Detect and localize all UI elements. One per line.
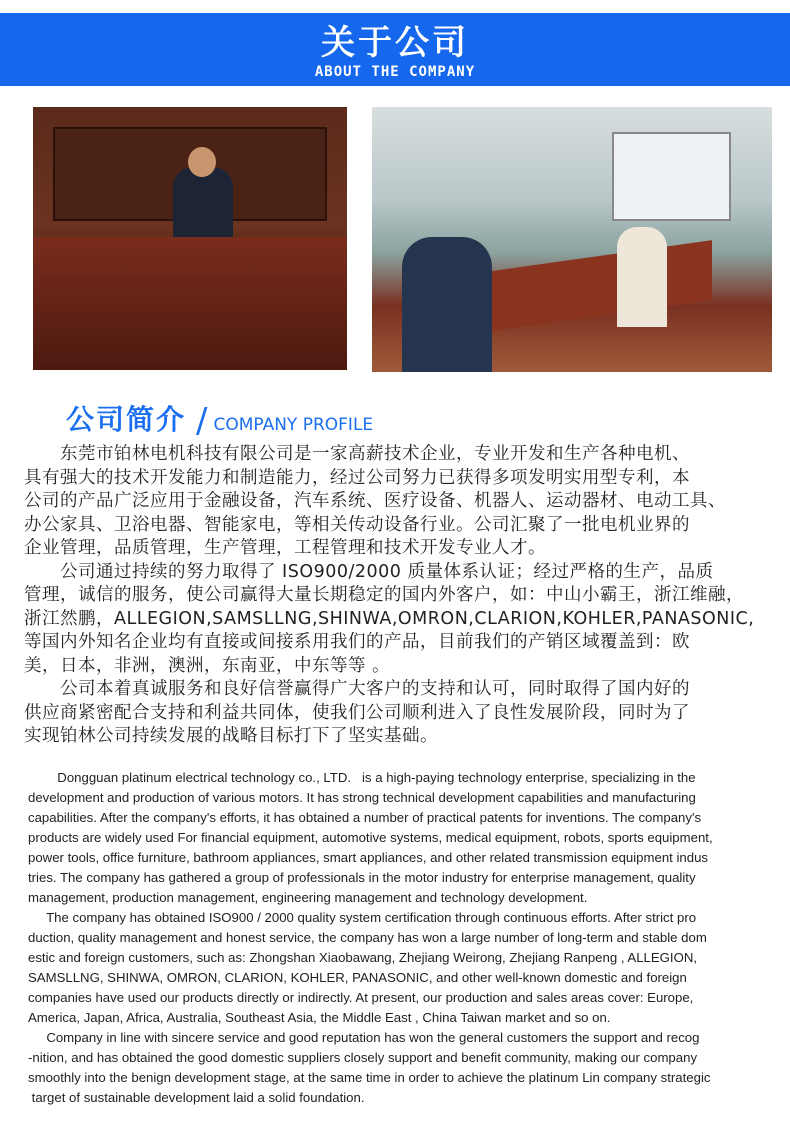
profile-text-en <box>28 768 768 1108</box>
text-line: 公司本着真诚服务和良好信誉赢得广大客户的支持和认可，同时取得了国内好的 <box>24 679 690 699</box>
text-line: 供应商紧密配合支持和利益共同体，使我们公司顺利进入了良性发展阶段，同时为了 <box>24 702 690 723</box>
text-line: Dongguan platinum electrical technology co., LTD. is a high-paying technology enterprise, specializing in the <box>28 770 696 785</box>
text-line: 具有强大的技术开发能力和制造能力，经过公司努力已获得多项发明实用型专利，本 <box>24 467 690 488</box>
text-line: 浙江然鹏，ALLEGION,SAMSLLNG,SHINWA,OMRON,CLARION,KOHLER,PANASONIC, <box>24 608 755 629</box>
text-line: 东莞市铂林电机科技有限公司是一家高薪技术企业，专业开发和生产各种电机、 <box>24 444 690 464</box>
text-line: 企业管理，品质管理，生产管理，工程管理和技术开发专业人才。 <box>24 538 546 558</box>
text-line: 美，日本，非洲，澳洲，东南亚，中东等等 。 <box>24 655 391 676</box>
text-line: 管理，诚信的服务，使公司赢得大量长期稳定的国内外客户，如：中山小霸王，浙江维融， <box>24 585 744 605</box>
text-line: companies have used our products directly or indirectly. At present, our production and sales areas cover: Europe, <box>28 990 694 1005</box>
about-banner <box>0 13 790 86</box>
text-line: Company in line with sincere service and good reputation has won the general customers the support and recog <box>28 1030 700 1045</box>
text-line: The company has obtained ISO900 / 2000 quality system certification through continuous efforts. After strict pro <box>28 910 697 925</box>
text-line: estic and foreign customers, such as: Zhongshan Xiaobawang, Zhejiang Weirong, Zhejiang Ranpeng , ALLEGION, <box>28 950 698 965</box>
title-divider: / <box>196 401 208 441</box>
text-line: 公司通过持续的努力取得了 ISO900/2000 质量体系认证；经过严格的生产，品质 <box>24 561 714 582</box>
text-line: -nition, and has obtained the good domestic suppliers closely support and benefit community, making our company <box>28 1050 698 1065</box>
text-line: target of sustainable development laid a solid foundation. <box>28 1090 365 1105</box>
text-line: 等国内外知名企业均有直接或间接系用我们的产品，目前我们的产销区域覆盖到：欧 <box>24 632 690 652</box>
office-photo-meeting <box>372 107 772 372</box>
text-line: SAMSLLNG, SHINWA, OMRON, CLARION, KOHLER, PANASONIC, and other well-known domestic and foreign <box>28 970 687 985</box>
text-line: power tools, office furniture, bathroom appliances, smart appliances, and other related transmission equipment indus <box>28 850 709 865</box>
section-title <box>66 398 374 441</box>
profile-text-cn <box>24 443 774 749</box>
text-line: America, Japan, Africa, Australia, Southeast Asia, the Middle East , China Taiwan market and so on. <box>28 1010 611 1025</box>
text-line: products are widely used For financial equipment, automotive systems, medical equipment, robots, sports equipment, <box>28 830 713 845</box>
text-line: development and production of various motors. It has strong technical development capabilities and manufacturing <box>28 790 696 805</box>
text-line: 公司的产品广泛应用于金融设备，汽车系统、医疗设备、机器人、运动器材、电动工具、 <box>24 491 726 511</box>
text-line: 办公家具、卫浴电器、智能家电，等相关传动设备行业。公司汇聚了一批电机业界的 <box>24 514 690 535</box>
section-title-en: COMPANY PROFILE <box>213 415 374 435</box>
text-line: smoothly into the benign development stage, at the same time in order to achieve the platinum Lin company strategic <box>28 1070 711 1085</box>
banner-title: 关于公司 <box>321 23 469 63</box>
text-line: duction, quality management and honest service, the company has won a large number of long-term and stable dom <box>28 930 707 945</box>
text-line: capabilities. After the company's efforts, it has obtained a number of practical patents for inventions. The company's <box>28 810 702 825</box>
text-line: management, production management, engineering management and technology development. <box>28 890 588 905</box>
text-line: 实现铂林公司持续发展的战略目标打下了坚实基础。 <box>24 726 438 746</box>
text-line: tries. The company has gathered a group of professionals in the motor industry for enterprise management, quality <box>28 870 696 885</box>
banner-subtitle: ABOUT THE COMPANY <box>314 64 476 80</box>
office-photo-ceo <box>33 107 347 370</box>
section-title-cn: 公司简介 <box>66 403 187 436</box>
